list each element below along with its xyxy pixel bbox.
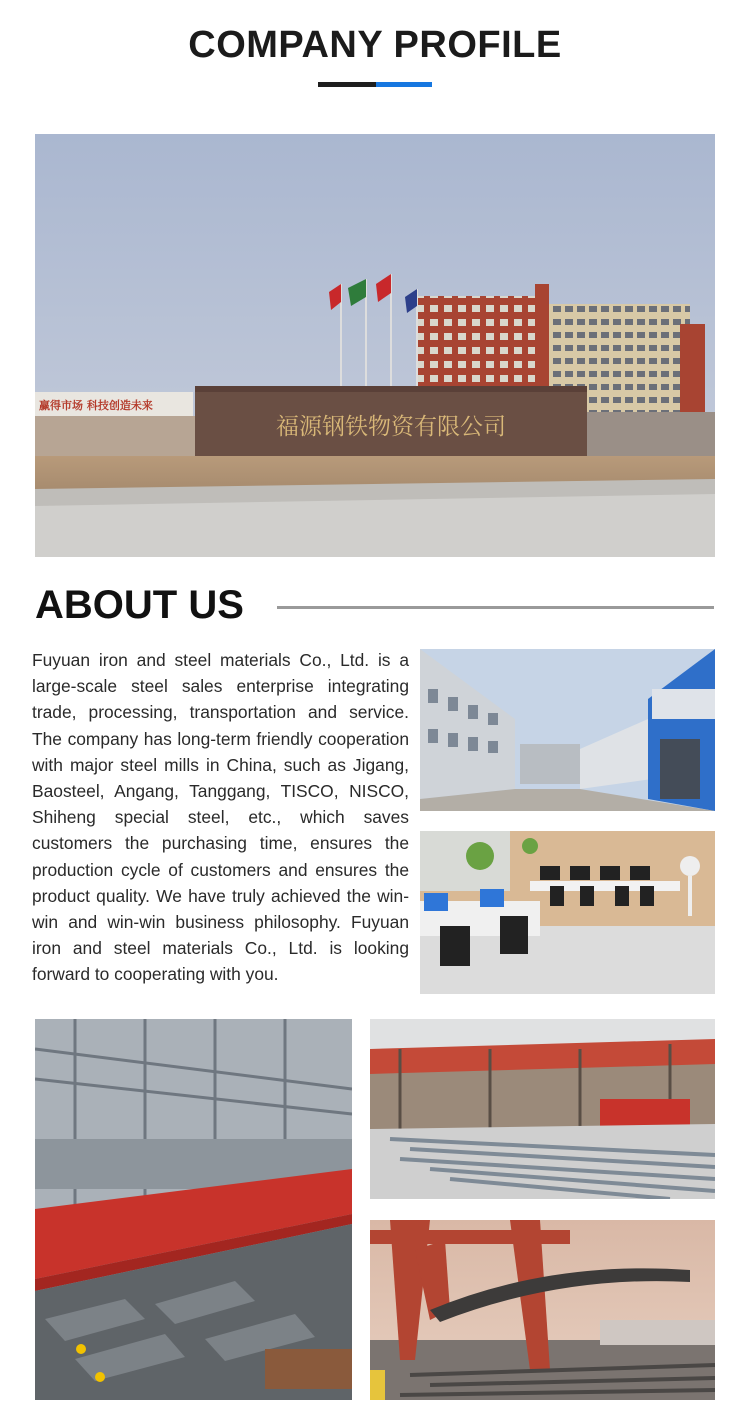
monitor-icon — [424, 893, 448, 911]
warehouse-illustration — [420, 649, 715, 811]
workshop-illustration — [35, 1019, 352, 1400]
page-title: COMPANY PROFILE — [188, 24, 562, 66]
rebar-illustration — [370, 1019, 715, 1199]
office-illustration — [420, 831, 715, 994]
company-sign-text: 福源钢铁物资有限公司 — [276, 414, 506, 440]
about-us-heading: ABOUT US — [35, 583, 244, 627]
title-underline-dark — [318, 82, 376, 87]
rebar-warehouse-photo — [370, 1019, 715, 1199]
about-us-paragraph: Fuyuan iron and steel materials Co., Ltd. is a large-scale steel sales enterprise integrating trade, processing, transportation and service. The company has long-term friendly cooperation with major steel mills in China, such as Jigang, Baosteel, Angang, Tanggang, TISCO, NISCO, Shiheng special steel, etc., which saves customers the purchasing time, ensures the production cycle of customers and ensures the product quality. We have truly achieved the win-win and win-win business philosophy. Fuyuan iron and steel materials Co., Ltd. is looking forward to cooperating with you. — [32, 650, 409, 985]
about-us-divider — [277, 606, 714, 609]
title-underline-blue — [376, 82, 432, 87]
steel-plate-workshop-photo — [35, 1019, 352, 1400]
headquarters-illustration — [35, 134, 715, 557]
banner-text: 赢得市场 科技创造未来 — [39, 399, 153, 412]
port-illustration — [370, 1220, 715, 1400]
warehouse-exterior-photo — [420, 649, 715, 811]
office-interior-photo — [420, 831, 715, 994]
port-crane-loading-photo — [370, 1220, 715, 1400]
company-headquarters-photo — [35, 134, 715, 557]
